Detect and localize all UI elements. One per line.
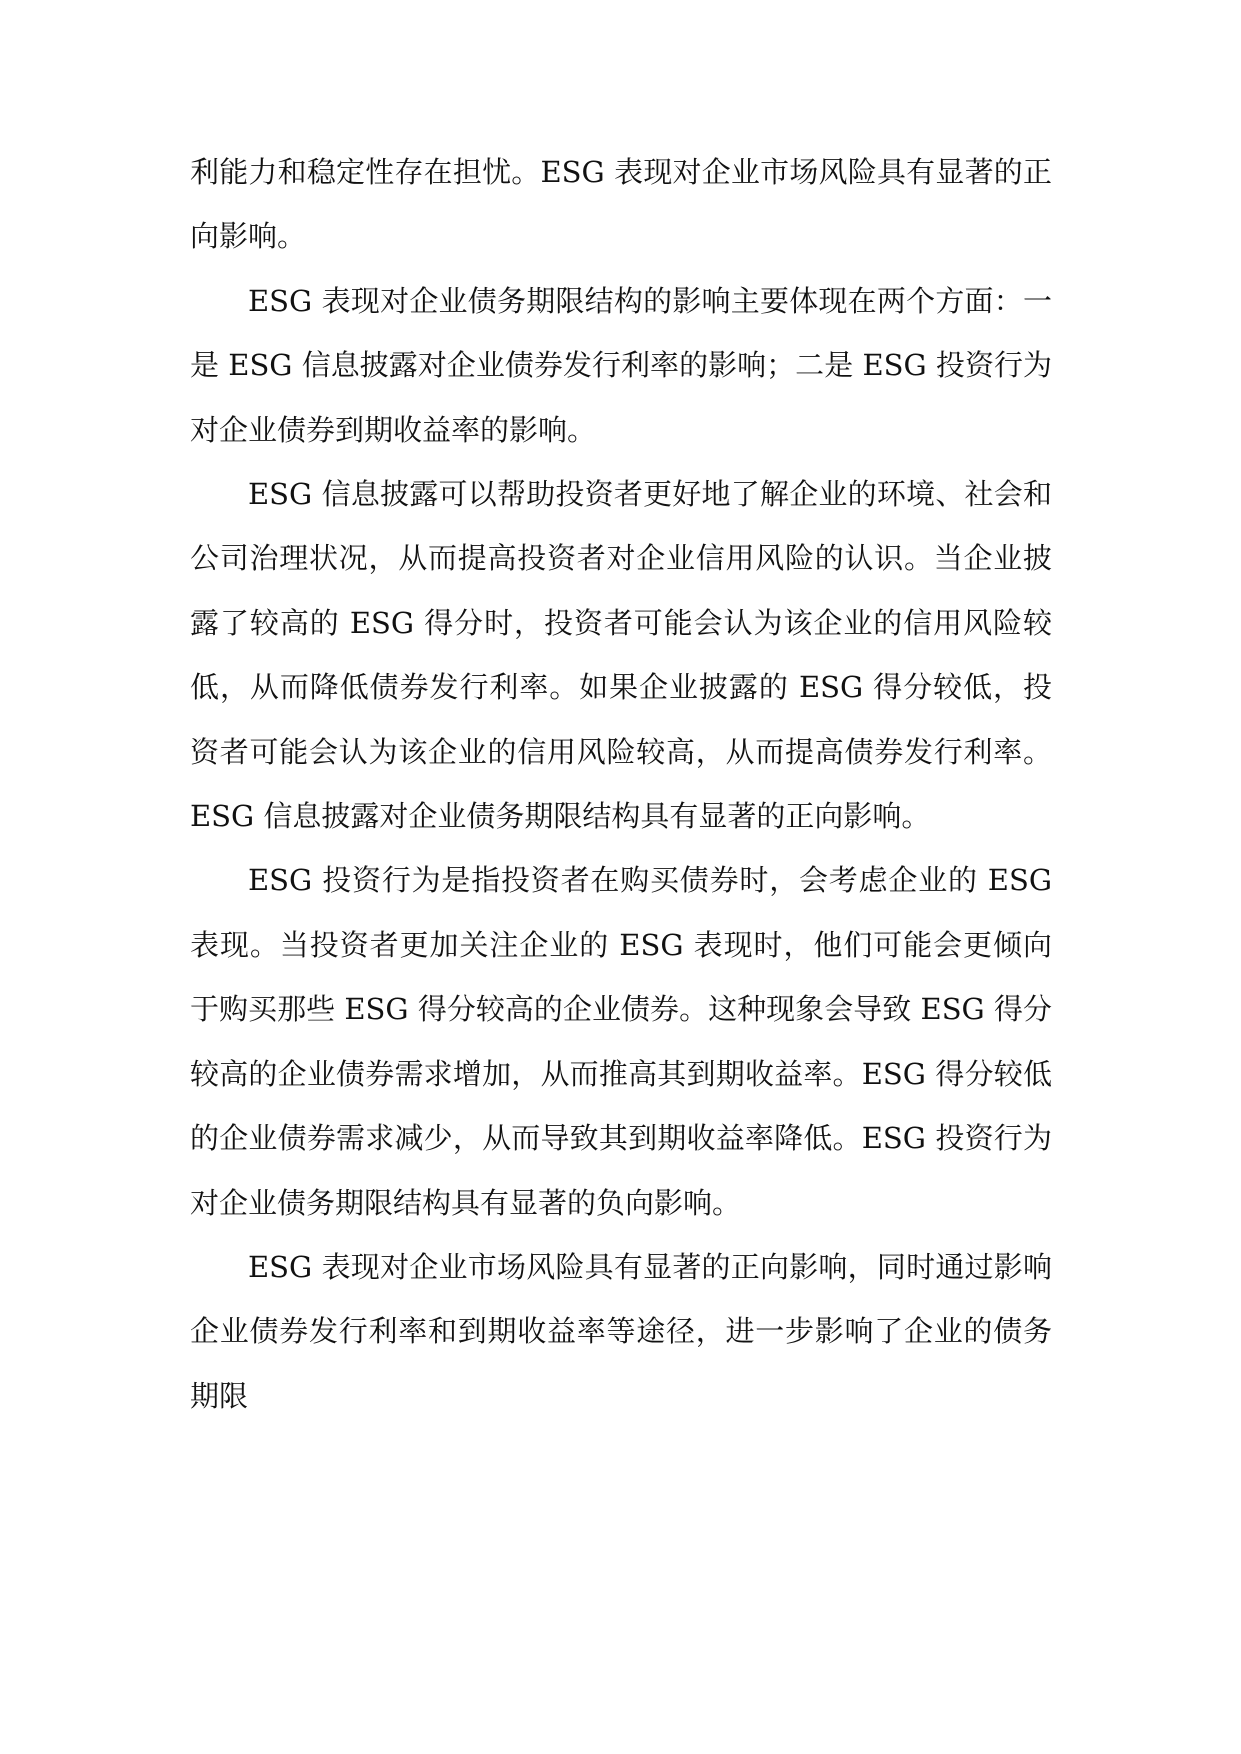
paragraph-5: ESG 表现对企业市场风险具有显著的正向影响，同时通过影响企业债券发行利率和到期收益率等途径，进一步影响了企业的债务期限 (190, 1249, 1052, 1413)
paragraph-2: ESG 表现对企业债务期限结构的影响主要体现在两个方面：一是 ESG 信息披露对企业债券发行利率的影响；二是 ESG 投资行为对企业债券到期收益率的影响。 (190, 283, 1052, 447)
paragraph-3: ESG 信息披露可以帮助投资者更好地了解企业的环境、社会和公司治理状况，从而提高投资者对企业信用风险的认识。当企业披露了较高的 ESG 得分时，投资者可能会认为该企业的信用风险较低，从而降低债券发行利率。如果企业披露的 ESG 得分较低，投资者可能会认为该企业的信用风险较高，从而提高债券发行利率。ESG 信息披露对企业债务期限结构具有显著的正向影响。 (190, 477, 1052, 834)
body-text (190, 140, 1052, 1428)
paragraph-1: 利能力和稳定性存在担忧。ESG 表现对企业市场风险具有显著的正向影响。 (190, 155, 1052, 254)
paragraph-4: ESG 投资行为是指投资者在购买债券时，会考虑企业的 ESG 表现。当投资者更加关注企业的 ESG 表现时，他们可能会更倾向于购买那些 ESG 得分较高的企业债券。这种现象会导致 ESG 得分较高的企业债券需求增加，从而推高其到期收益率。ESG 得分较低的企业债券需求减少，从而导致其到期收益率降低。ESG 投资行为对企业债务期限结构具有显著的负向影响。 (190, 863, 1052, 1220)
